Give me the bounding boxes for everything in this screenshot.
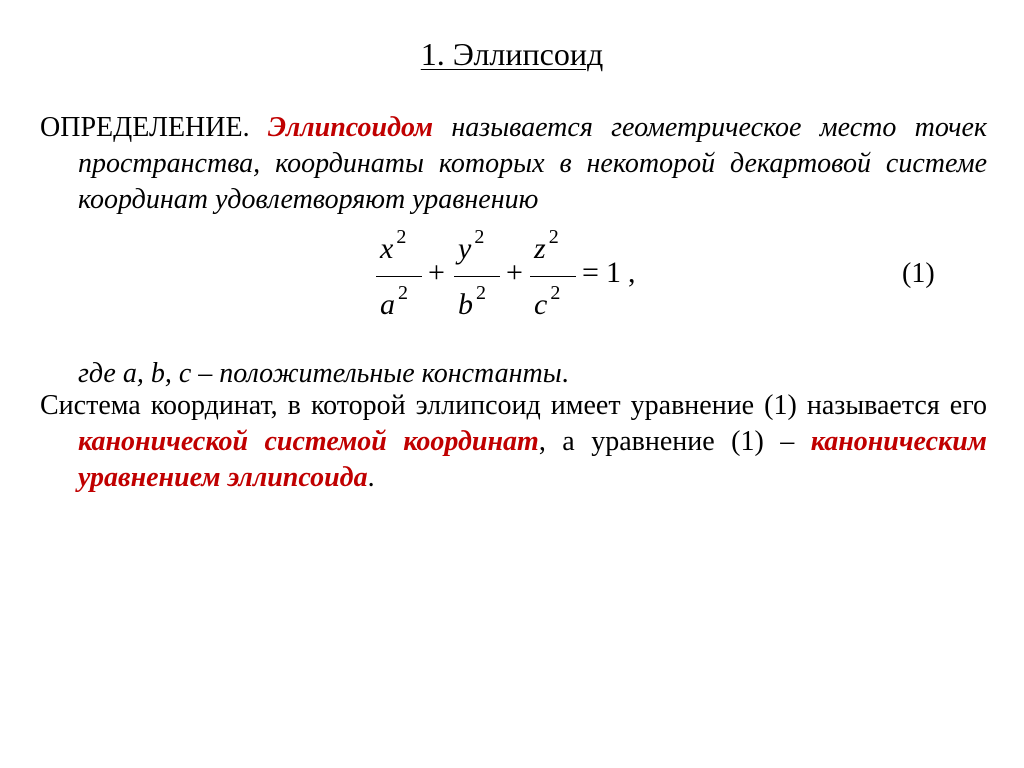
definition-lead: ОПРЕДЕЛЕНИЕ. <box>40 112 250 143</box>
definition-term: Эллипсоидом <box>267 112 434 143</box>
where-prefix: где <box>78 358 123 389</box>
equals-sign: = <box>582 256 599 289</box>
where-variables: a, b, c <box>122 358 192 389</box>
fraction-y-over-b <box>454 226 500 330</box>
system-term-2: каноническим уравнением эллипсоида <box>78 426 987 493</box>
denominator-a: a $^2$ <box>380 282 408 321</box>
where-text: – положительные константы <box>191 358 562 389</box>
rhs-one: 1 <box>606 256 621 289</box>
numerator-z: z $^2$ <box>534 226 559 265</box>
fraction-bar <box>530 276 576 277</box>
numerator-x: x $^2$ <box>380 226 407 265</box>
fraction-bar <box>376 276 422 277</box>
formula-comma: , <box>628 256 636 289</box>
slide-title <box>0 34 1024 74</box>
system-text-2: , а уравнение (1) – <box>538 426 811 457</box>
plus-sign: + <box>428 256 445 289</box>
definition-paragraph <box>40 110 987 218</box>
canonical-system-paragraph <box>40 388 987 496</box>
system-end: . <box>367 462 375 493</box>
definition-text: называется геометрическое место точек пространства, координаты которых в некоторой декартовой системе координат удовлетворяют уравнению <box>78 112 987 215</box>
equation-number: (1) <box>902 258 935 289</box>
plus-sign: + <box>506 256 523 289</box>
where-line <box>78 356 569 392</box>
fraction-bar <box>454 276 500 277</box>
fraction-x-over-a <box>376 226 422 330</box>
system-text-1: Система координат, в которой эллипсоид имеет уравнение (1) называется его <box>40 390 987 421</box>
denominator-c: c $^2$ <box>534 282 561 321</box>
numerator-y: y $^2$ <box>458 226 485 265</box>
fraction-z-over-c <box>530 226 576 330</box>
system-term-1: канонической системой координат <box>78 426 539 457</box>
denominator-b: b $^2$ <box>458 282 486 321</box>
where-end: . <box>561 358 569 389</box>
slide-title-text: 1. Эллипсоид <box>420 36 604 72</box>
